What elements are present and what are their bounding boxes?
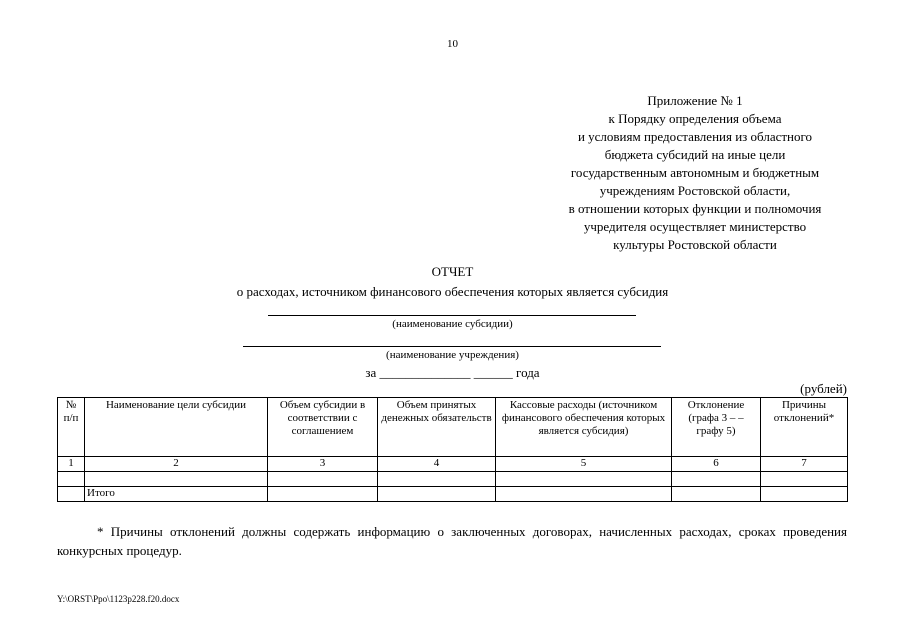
column-number: 7 bbox=[761, 457, 848, 472]
report-subtitle: о расходах, источником финансового обеспечения которых является субсидия bbox=[236, 284, 669, 299]
column-number: 4 bbox=[378, 457, 496, 472]
table-cell bbox=[85, 472, 268, 487]
column-number-row bbox=[58, 457, 848, 472]
table-cell bbox=[761, 487, 848, 502]
table-header-row bbox=[58, 398, 848, 457]
appendix-line: к Порядку определения объема bbox=[608, 111, 782, 126]
table-cell bbox=[496, 472, 672, 487]
appendix-line: в отношении которых функции и полномочия bbox=[568, 201, 822, 216]
column-number: 3 bbox=[268, 457, 378, 472]
total-label: Итого bbox=[85, 487, 268, 502]
table-row bbox=[58, 472, 848, 487]
column-header: № п/п bbox=[58, 398, 85, 457]
column-number: 2 bbox=[85, 457, 268, 472]
column-header: Объем принятых денежных обязательств bbox=[378, 398, 496, 457]
appendix-line: учреждениям Ростовской области, bbox=[599, 183, 791, 198]
table-cell bbox=[496, 487, 672, 502]
table-cell bbox=[58, 487, 85, 502]
file-path: Y:\ORST\Ppo\1123p228.f20.docx bbox=[57, 594, 180, 604]
report-table bbox=[57, 397, 848, 502]
column-header: Наименование цели субсидии bbox=[85, 398, 268, 457]
report-period: за ______________ ______ года bbox=[365, 365, 540, 380]
appendix-line: государственным автономным и бюджетным bbox=[570, 165, 820, 180]
table-cell bbox=[672, 472, 761, 487]
table-cell bbox=[761, 472, 848, 487]
subsidy-name-line bbox=[268, 315, 636, 316]
appendix-line: учредителя осуществляет министерство bbox=[583, 219, 807, 234]
column-header: Отклонение (графа 3 – – графу 5) bbox=[672, 398, 761, 457]
appendix-block bbox=[540, 92, 850, 254]
subsidy-caption: (наименование субсидии) bbox=[392, 318, 513, 330]
total-row bbox=[58, 487, 848, 502]
report-title: ОТЧЕТ bbox=[431, 264, 474, 279]
column-number: 6 bbox=[672, 457, 761, 472]
page-number: 10 bbox=[447, 38, 458, 50]
institution-name-line bbox=[243, 346, 661, 347]
appendix-line: бюджета субсидий на иные цели bbox=[604, 147, 786, 162]
column-header: Объем субсидии в соответствии с соглашением bbox=[268, 398, 378, 457]
column-header: Кассовые расходы (источником финансового обеспечения которых является субсидия) bbox=[496, 398, 672, 457]
table-cell bbox=[672, 487, 761, 502]
column-number: 1 bbox=[58, 457, 85, 472]
appendix-line: культуры Ростовской области bbox=[613, 237, 777, 252]
column-header: Причины отклонений* bbox=[761, 398, 848, 457]
table-cell bbox=[268, 472, 378, 487]
appendix-line: Приложение № 1 bbox=[647, 93, 743, 108]
institution-caption: (наименование учреждения) bbox=[386, 349, 519, 361]
table-cell bbox=[268, 487, 378, 502]
appendix-line: и условиям предоставления из областного bbox=[577, 129, 813, 144]
units-label: (рублей) bbox=[800, 381, 847, 396]
table-cell bbox=[378, 487, 496, 502]
column-number: 5 bbox=[496, 457, 672, 472]
table-cell bbox=[378, 472, 496, 487]
table-cell bbox=[58, 472, 85, 487]
footnote: * Причины отклонений должны содержать информацию о заключенных договорах, начисленных расходах, сроках проведения конкурсных процедур. bbox=[57, 524, 847, 558]
